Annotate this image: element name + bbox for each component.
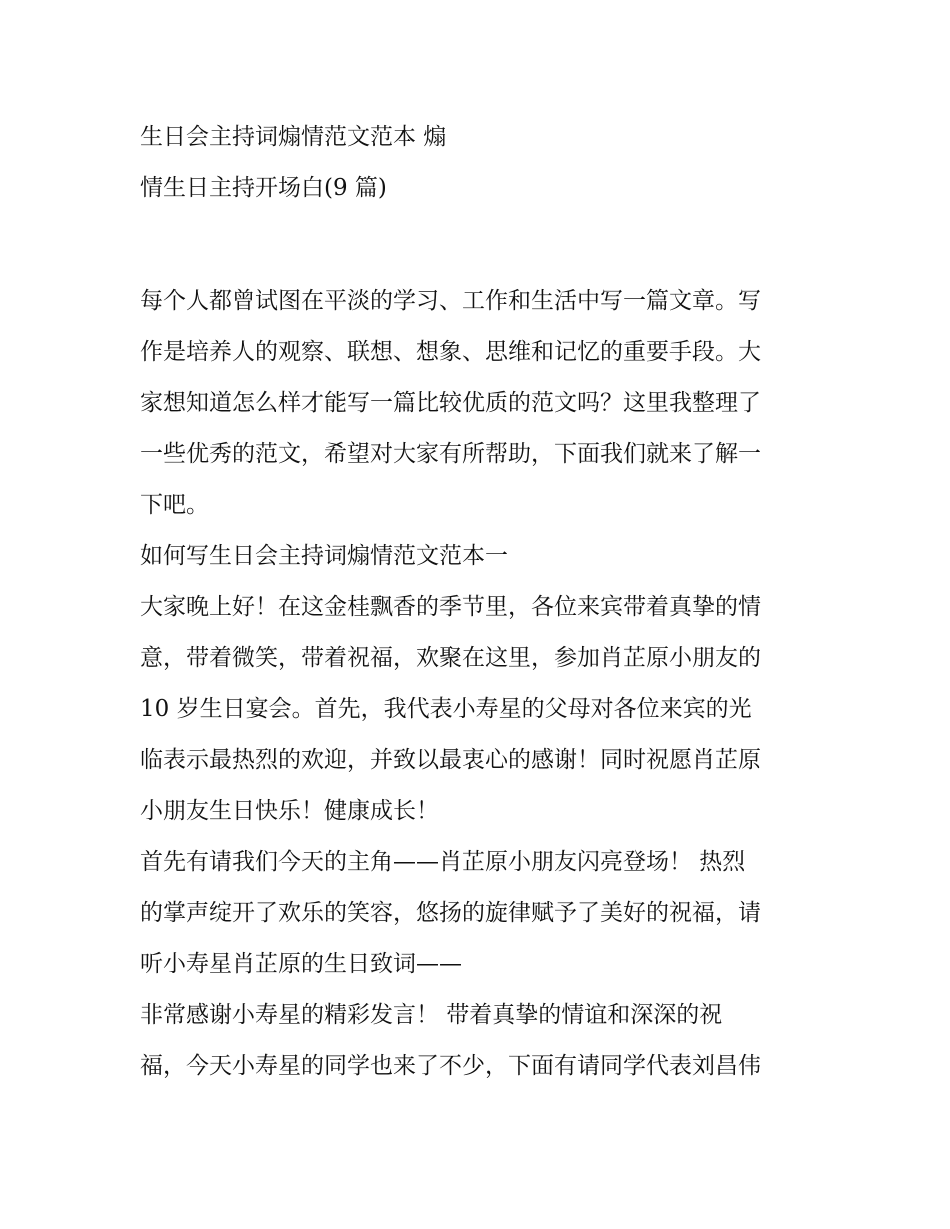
intro-line: 每个人都曾试图在平淡的学习、工作和生活中写一篇文章。写: [140, 288, 761, 314]
paragraph-line: 首先有请我们今天的主角——肖芷原小朋友闪亮登场！ 热烈: [140, 849, 746, 875]
paragraph-line: 10 岁生日宴会。首先，我代表小寿星的父母对各位来宾的光: [140, 696, 752, 722]
paragraph-line: 临表示最热烈的欢迎，并致以最衷心的感谢！同时祝愿肖芷原: [140, 747, 761, 773]
paragraph-line: 非常感谢小寿星的精彩发言！ 带着真挚的情谊和深深的祝: [140, 1002, 723, 1028]
paragraph-line: 的掌声绽开了欢乐的笑容，悠扬的旋律赋予了美好的祝福，请: [140, 900, 761, 926]
section-heading: 如何写生日会主持词煽情范文范本一: [140, 543, 508, 569]
title-line: 情生日主持开场白(9 篇): [140, 175, 387, 201]
paragraph-line: 小朋友生日快乐！健康成长！: [140, 798, 439, 824]
document-title: [140, 112, 820, 214]
intro-line: 下吧。: [140, 492, 209, 518]
title-line: 生日会主持词煽情范文范本 煽: [140, 124, 447, 150]
intro-line: 一些优秀的范文，希望对大家有所帮助，下面我们就来了解一: [140, 441, 761, 467]
paragraph-line: 大家晚上好！在这金桂飘香的季节里，各位来宾带着真挚的情: [140, 594, 761, 620]
document-body: [140, 276, 820, 1092]
intro-line: 家想知道怎么样才能写一篇比较优质的范文吗？这里我整理了: [140, 390, 761, 416]
paragraph-line: 意，带着微笑，带着祝福，欢聚在这里，参加肖芷原小朋友的: [140, 645, 761, 671]
paragraph-line: 听小寿星肖芷原的生日致词——: [140, 951, 462, 977]
intro-line: 作是培养人的观察、联想、想象、思维和记忆的重要手段。大: [140, 339, 761, 365]
paragraph-line: 福，今天小寿星的同学也来了不少，下面有请同学代表刘昌伟: [140, 1053, 761, 1079]
